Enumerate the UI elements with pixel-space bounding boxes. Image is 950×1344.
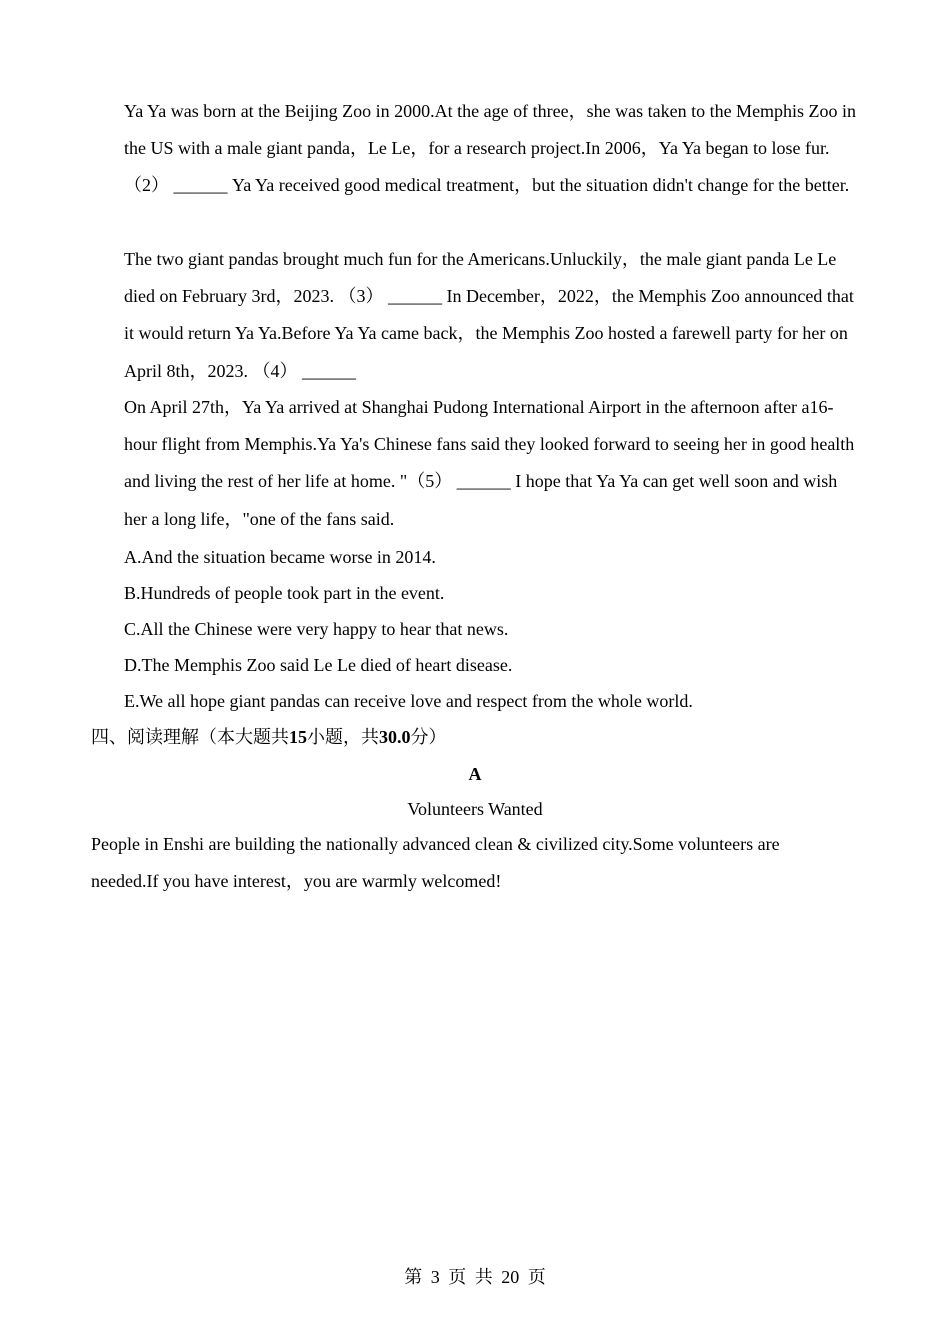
article-title: Volunteers Wanted bbox=[407, 799, 543, 819]
option-b: B.Hundreds of people took part in the event. bbox=[124, 583, 445, 603]
section-question-count: 15 bbox=[289, 727, 307, 747]
option-c: C.All the Chinese were very happy to hear that news. bbox=[124, 619, 509, 639]
option-e: E.We all hope giant pandas can receive love and respect from the whole world. bbox=[124, 691, 693, 711]
section-heading-prefix: 四、阅读理解（本大题共 bbox=[91, 727, 289, 747]
passage-paragraph-2: The two giant pandas brought much fun for the Americans.Unluckily，the male giant panda Le Le died on February 3rd，2023. （3） ______ In December，2022，the Memphis Zoo announced that it would return Ya Ya.Before Ya Ya came back，the Memphis Zoo hosted a farewell party for her on April 8th，2023. （4） ______ bbox=[124, 249, 854, 381]
section-heading-suffix: 分） bbox=[410, 727, 447, 747]
section-heading bbox=[91, 725, 447, 749]
section-heading-middle: 小题，共 bbox=[307, 727, 379, 747]
option-a: A.And the situation became worse in 2014. bbox=[124, 547, 436, 567]
article-intro: People in Enshi are building the nationally advanced clean & civilized city.Some volunteers are needed.If you have interest，you are warmly welcomed! bbox=[91, 834, 780, 892]
passage-paragraph-3: On April 27th，Ya Ya arrived at Shanghai Pudong International Airport in the afternoon after a16-hour flight from Memphis.Ya Ya's Chinese fans said they looked forward to seeing her in good health and living the rest of her life at home. "（5） ______ I hope that Ya Ya can get well soon and wish her a long life，"one of the fans said. bbox=[124, 397, 855, 529]
option-d: D.The Memphis Zoo said Le Le died of heart disease. bbox=[124, 655, 513, 675]
part-label: A bbox=[468, 764, 482, 784]
passage-paragraph-1: Ya Ya was born at the Beijing Zoo in 2000.At the age of three，she was taken to the Memphis Zoo in the US with a male giant panda，Le Le，for a research project.In 2006，Ya Ya began to lose fur. （2） ______ Ya Ya received good medical treatment，but the situation didn't change for the better. bbox=[124, 101, 857, 196]
section-total-score: 30.0 bbox=[379, 727, 411, 747]
page-footer: 第 3 页 共 20 页 bbox=[404, 1267, 546, 1287]
